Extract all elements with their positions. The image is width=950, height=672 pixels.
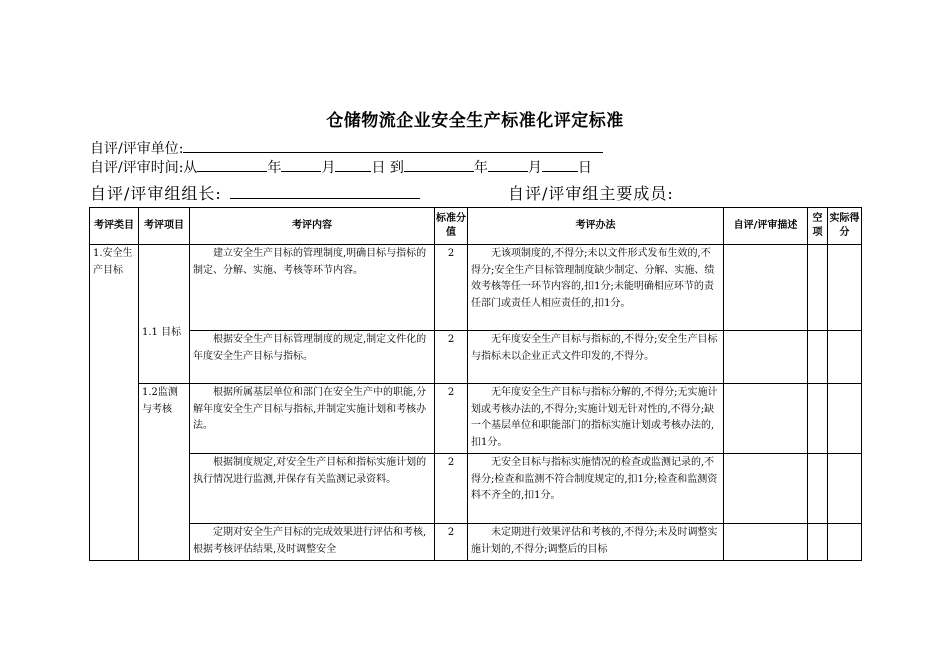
empty-item-cell[interactable] [808, 524, 828, 561]
header-self-eval: 自评/评审描述 [724, 208, 808, 245]
actual-score-cell[interactable] [828, 384, 862, 454]
content-cell: 建立安全生产目标的管理制度,明确目标与指标的制定、分解、实施、考核等环节内容。 [190, 245, 435, 331]
end-day-blank[interactable] [542, 157, 578, 172]
day-label-2: 日 [577, 160, 592, 176]
method-cell: 无该项制度的,不得分;未以文件形式发布生效的,不得分;安全生产目标管理制度缺少制定、分解、实施、绩效考核等任一环节内容的,扣1分;未能明确相应环节的责任部门或责任人相应责任的,扣1分。 [468, 245, 724, 331]
item-cell-monitoring: 1.2监测与考核 [139, 384, 190, 561]
score-cell: 2 [435, 524, 468, 561]
empty-item-cell[interactable] [808, 331, 828, 384]
header-empty-item: 空项 [808, 208, 828, 245]
month-label: 月 [321, 160, 336, 176]
self-eval-cell[interactable] [724, 454, 808, 524]
header-actual-score: 实际得分 [828, 208, 862, 245]
item-cell-target: 1.1 目标 [139, 245, 190, 384]
content-cell: 根据安全生产目标管理制度的规定,制定文件化的年度安全生产目标与指标。 [190, 331, 435, 384]
unit-line [90, 138, 603, 158]
day-label: 日 [371, 160, 386, 176]
self-eval-cell[interactable] [724, 384, 808, 454]
table-row [90, 245, 862, 331]
end-month-blank[interactable] [488, 157, 528, 172]
header-content: 考评内容 [190, 208, 435, 245]
category-cell: 1.安全生产目标 [90, 245, 139, 561]
year-label: 年 [267, 160, 282, 176]
actual-score-cell[interactable] [828, 331, 862, 384]
members-line [508, 181, 674, 204]
method-cell: 无年度安全生产目标与指标分解的,不得分;无实施计划或考核办法的,不得分;实施计划无针对性的,不得分;缺一个基层单位和职能部门的指标实施计划或考核办法的,扣1分。 [468, 384, 724, 454]
time-label: 自评/评审时间:从 [90, 160, 198, 176]
actual-score-cell[interactable] [828, 454, 862, 524]
content-cell: 根据制度规定,对安全生产目标和指标实施计划的执行情况进行监测,并保存有关监测记录资料。 [190, 454, 435, 524]
method-cell: 未定期进行效果评估和考核的,不得分;未及时调整实施计划的,不得分;调整后的目标 [468, 524, 724, 561]
self-eval-cell[interactable] [724, 331, 808, 384]
month-label-2: 月 [527, 160, 542, 176]
actual-score-cell[interactable] [828, 524, 862, 561]
unit-blank[interactable] [183, 138, 603, 153]
to-label: 到 [389, 160, 404, 176]
method-cell: 无年度安全生产目标与指标的,不得分;安全生产目标与指标未以企业正式文件印发的,不得分。 [468, 331, 724, 384]
unit-label: 自评/评审单位: [90, 141, 184, 157]
year-label-2: 年 [473, 160, 488, 176]
start-day-blank[interactable] [335, 157, 371, 172]
header-category: 考评类目 [90, 208, 139, 245]
document-title: 仓储物流企业安全生产标准化评定标准 [326, 111, 624, 131]
table-row [90, 331, 862, 384]
time-line [90, 157, 592, 177]
score-cell: 2 [435, 245, 468, 331]
table-row [90, 454, 862, 524]
leader-label: 自评/评审组组长: [90, 184, 222, 203]
evaluation-table [89, 207, 862, 561]
header-score: 标准分值 [435, 208, 468, 245]
leader-line [90, 181, 420, 204]
members-label: 自评/评审组主要成员: [508, 184, 674, 203]
start-year-blank[interactable] [197, 157, 267, 172]
score-cell: 2 [435, 454, 468, 524]
table-row [90, 524, 862, 561]
leader-blank[interactable] [230, 182, 420, 199]
self-eval-cell[interactable] [724, 245, 808, 331]
empty-item-cell[interactable] [808, 384, 828, 454]
score-cell: 2 [435, 384, 468, 454]
end-year-blank[interactable] [404, 157, 474, 172]
actual-score-cell[interactable] [828, 245, 862, 331]
self-eval-cell[interactable] [724, 524, 808, 561]
empty-item-cell[interactable] [808, 245, 828, 331]
content-cell: 定期对安全生产目标的完成效果进行评估和考核,根据考核评估结果,及时调整安全 [190, 524, 435, 561]
header-item: 考评项目 [139, 208, 190, 245]
content-cell: 根据所属基层单位和部门在安全生产中的职能,分解年度安全生产目标与指标,并制定实施计划和考核办法。 [190, 384, 435, 454]
header-row [90, 208, 862, 245]
empty-item-cell[interactable] [808, 454, 828, 524]
start-month-blank[interactable] [281, 157, 321, 172]
method-cell: 无安全目标与指标实施情况的检查或监测记录的,不得分;检查和监测不符合制度规定的,扣1分;检查和监测资料不齐全的,扣1分。 [468, 454, 724, 524]
score-cell: 2 [435, 331, 468, 384]
header-method: 考评办法 [468, 208, 724, 245]
table-row [90, 384, 862, 454]
